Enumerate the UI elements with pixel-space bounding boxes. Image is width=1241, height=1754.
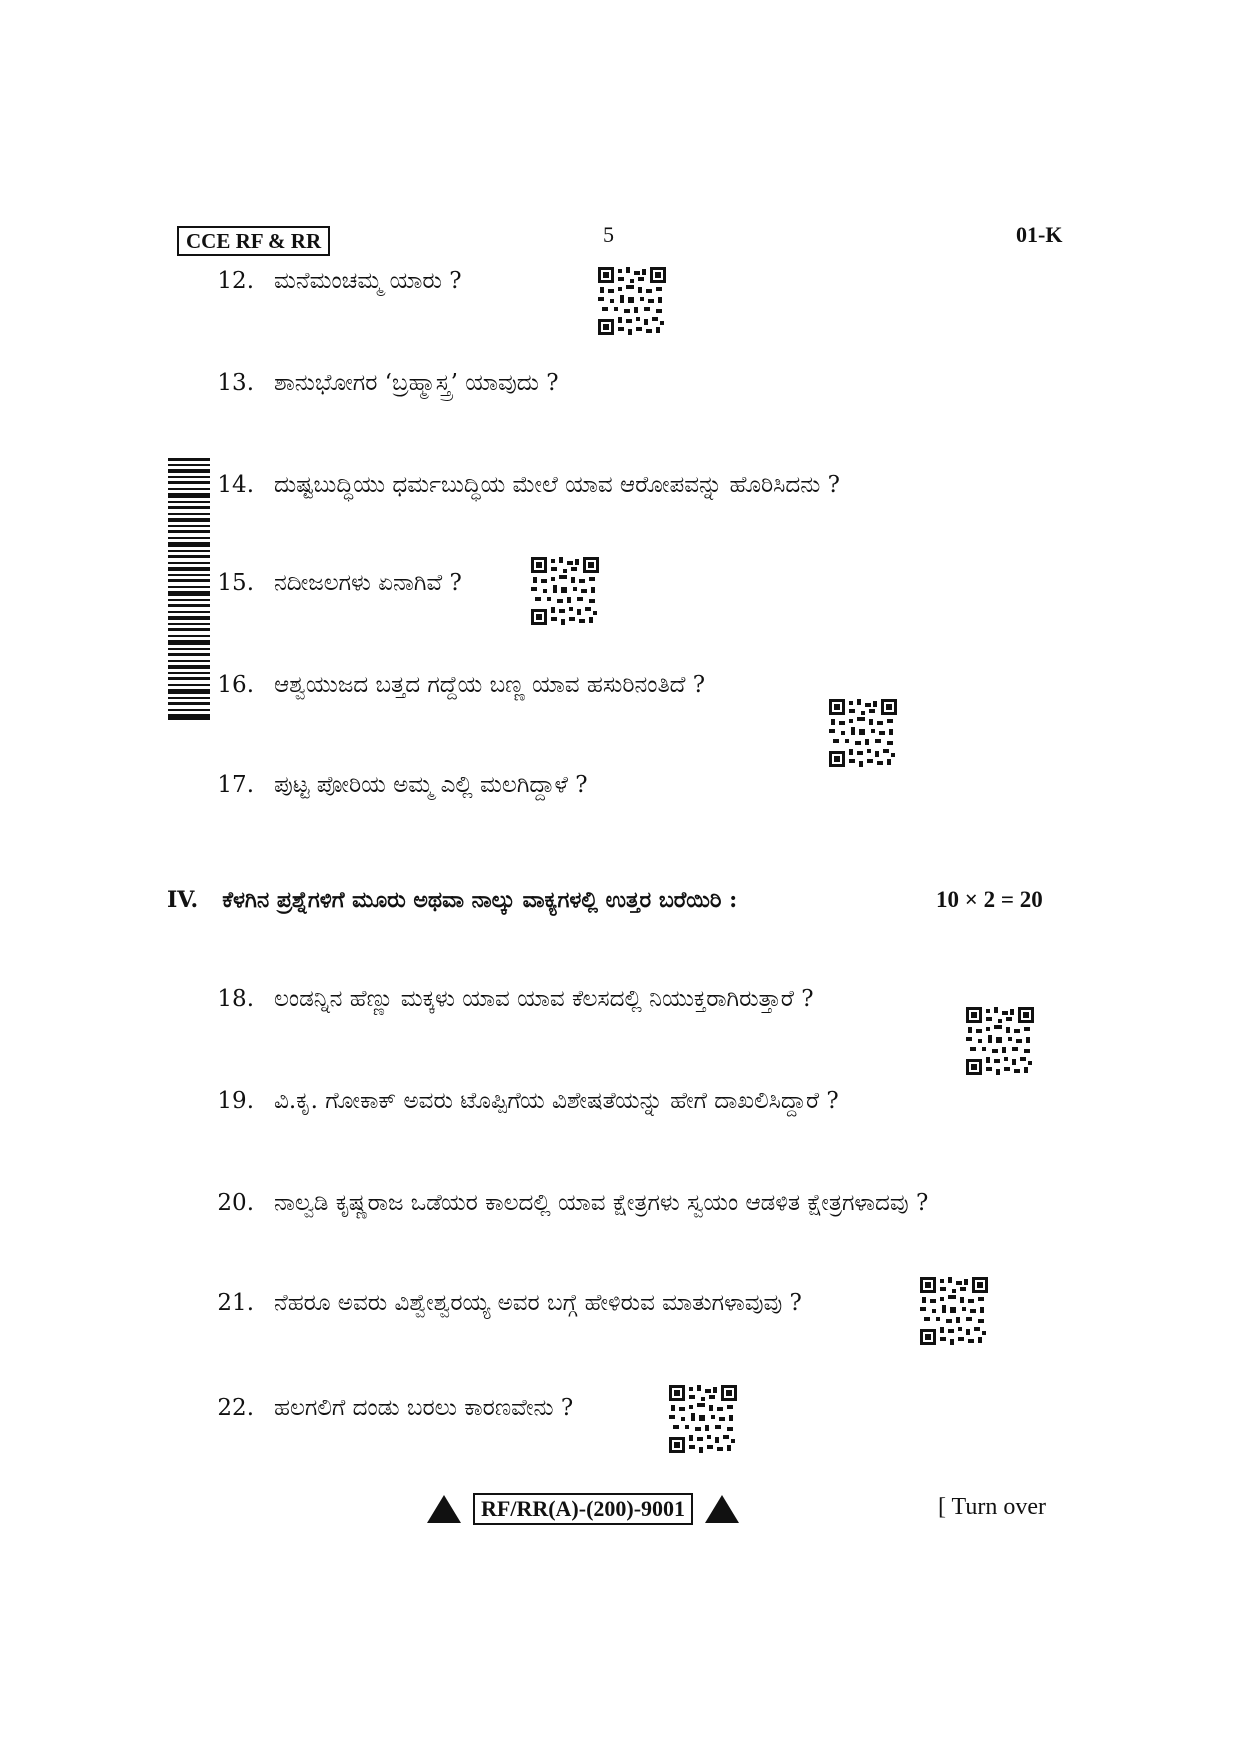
question-text: ಶಾನುಭೋಗರ ‘ಬ್ರಹ್ಮಾಸ್ತ್ರ’ ಯಾವುದು ? — [274, 370, 559, 396]
question-number: 12. — [217, 268, 254, 294]
qr-code-icon — [598, 267, 666, 335]
qr-code-icon — [920, 1277, 988, 1345]
question-number: 21. — [217, 1290, 254, 1316]
question-number: 15. — [217, 570, 254, 596]
question-15 — [212, 570, 462, 596]
question-text: ಆಶ್ವಯುಜದ ಬತ್ತದ ಗದ್ದೆಯ ಬಣ್ಣ ಯಾವ ಹಸುರಿನಂತಿದೆ ? — [274, 672, 706, 698]
question-text: ಮನೆಮಂಚಮ್ಮ ಯಾರು ? — [274, 268, 462, 294]
question-19 — [212, 1088, 839, 1114]
qr-code-icon — [669, 1385, 737, 1453]
question-22 — [212, 1395, 573, 1421]
question-number: 20. — [217, 1190, 254, 1216]
turn-over-label: [ Turn over — [938, 1494, 1047, 1520]
section-heading — [167, 887, 737, 913]
question-number: 19. — [217, 1088, 254, 1114]
triangle-icon — [705, 1495, 739, 1523]
section-roman: IV. — [167, 887, 199, 913]
section-marks: 10 × 2 = 20 — [936, 887, 1043, 912]
question-text: ನದೀಜಲಗಳು ಏನಾಗಿವೆ ? — [274, 570, 462, 596]
question-text: ನಾಲ್ವಡಿ ಕೃಷ್ಣರಾಜ ಒಡೆಯರ ಕಾಲದಲ್ಲಿ ಯಾವ ಕ್ಷೇತ್ರಗಳು ಸ್ವಯಂ ಆಡಳಿತ ಕ್ಷೇತ್ರಗಳಾದವು ? — [274, 1190, 929, 1216]
qr-code-icon — [531, 557, 599, 625]
qr-code-icon — [829, 699, 897, 767]
question-number: 13. — [217, 370, 254, 396]
exam-code-box: CCE RF & RR — [177, 226, 330, 256]
question-text: ಲಂಡನ್ನಿನ ಹೆಣ್ಣು ಮಕ್ಕಳು ಯಾವ ಯಾವ ಕೆಲಸದಲ್ಲಿ ನಿಯುಕ್ತರಾಗಿರುತ್ತಾರೆ ? — [274, 986, 814, 1012]
question-text: ಹಲಗಲಿಗೆ ದಂಡು ಬರಲು ಕಾರಣವೇನು ? — [274, 1395, 574, 1421]
page-number: 5 — [603, 222, 614, 247]
question-20 — [212, 1190, 928, 1216]
question-text: ಪುಟ್ಟ ಪೋರಿಯ ಅಮ್ಮ ಎಲ್ಲಿ ಮಲಗಿದ್ದಾಳೆ ? — [274, 772, 588, 798]
question-13 — [212, 370, 559, 396]
paper-code: 01-K — [1016, 222, 1063, 247]
question-number: 17. — [217, 772, 254, 798]
section-instruction: ಕೆಳಗಿನ ಪ್ರಶ್ನೆಗಳಿಗೆ ಮೂರು ಅಥವಾ ನಾಲ್ಕು ವಾಕ್ಯಗಳಲ್ಲಿ ಉತ್ತರ ಬರೆಯಿರಿ : — [222, 887, 738, 913]
question-number: 22. — [217, 1395, 254, 1421]
question-16 — [212, 672, 705, 698]
barcode-icon — [168, 458, 210, 720]
question-21 — [212, 1290, 802, 1316]
question-number: 14. — [217, 472, 254, 498]
footer-code-group — [427, 1493, 739, 1525]
question-number: 18. — [217, 986, 254, 1012]
footer-code: RF/RR(A)-(200)-9001 — [473, 1493, 693, 1525]
qr-code-icon — [966, 1007, 1034, 1075]
question-text: ದುಷ್ಟಬುದ್ಧಿಯು ಧರ್ಮಬುದ್ಧಿಯ ಮೇಲೆ ಯಾವ ಆರೋಪವನ್ನು ಹೊರಿಸಿದನು ? — [274, 472, 840, 498]
question-17 — [212, 772, 588, 798]
question-18 — [212, 986, 814, 1012]
question-number: 16. — [217, 672, 254, 698]
triangle-icon — [427, 1495, 461, 1523]
question-text: ನೆಹರೂ ಅವರು ವಿಶ್ವೇಶ್ವರಯ್ಯ ಅವರ ಬಗ್ಗೆ ಹೇಳಿರುವ ಮಾತುಗಳಾವುವು ? — [274, 1290, 802, 1316]
question-text: ವಿ.ಕೃ. ಗೋಕಾಕ್ ಅವರು ಟೊಪ್ಪಿಗೆಯ ವಿಶೇಷತೆಯನ್ನು ಹೇಗೆ ದಾಖಲಿಸಿದ್ದಾರೆ ? — [274, 1088, 839, 1114]
question-12 — [212, 268, 462, 294]
question-14 — [212, 472, 840, 498]
